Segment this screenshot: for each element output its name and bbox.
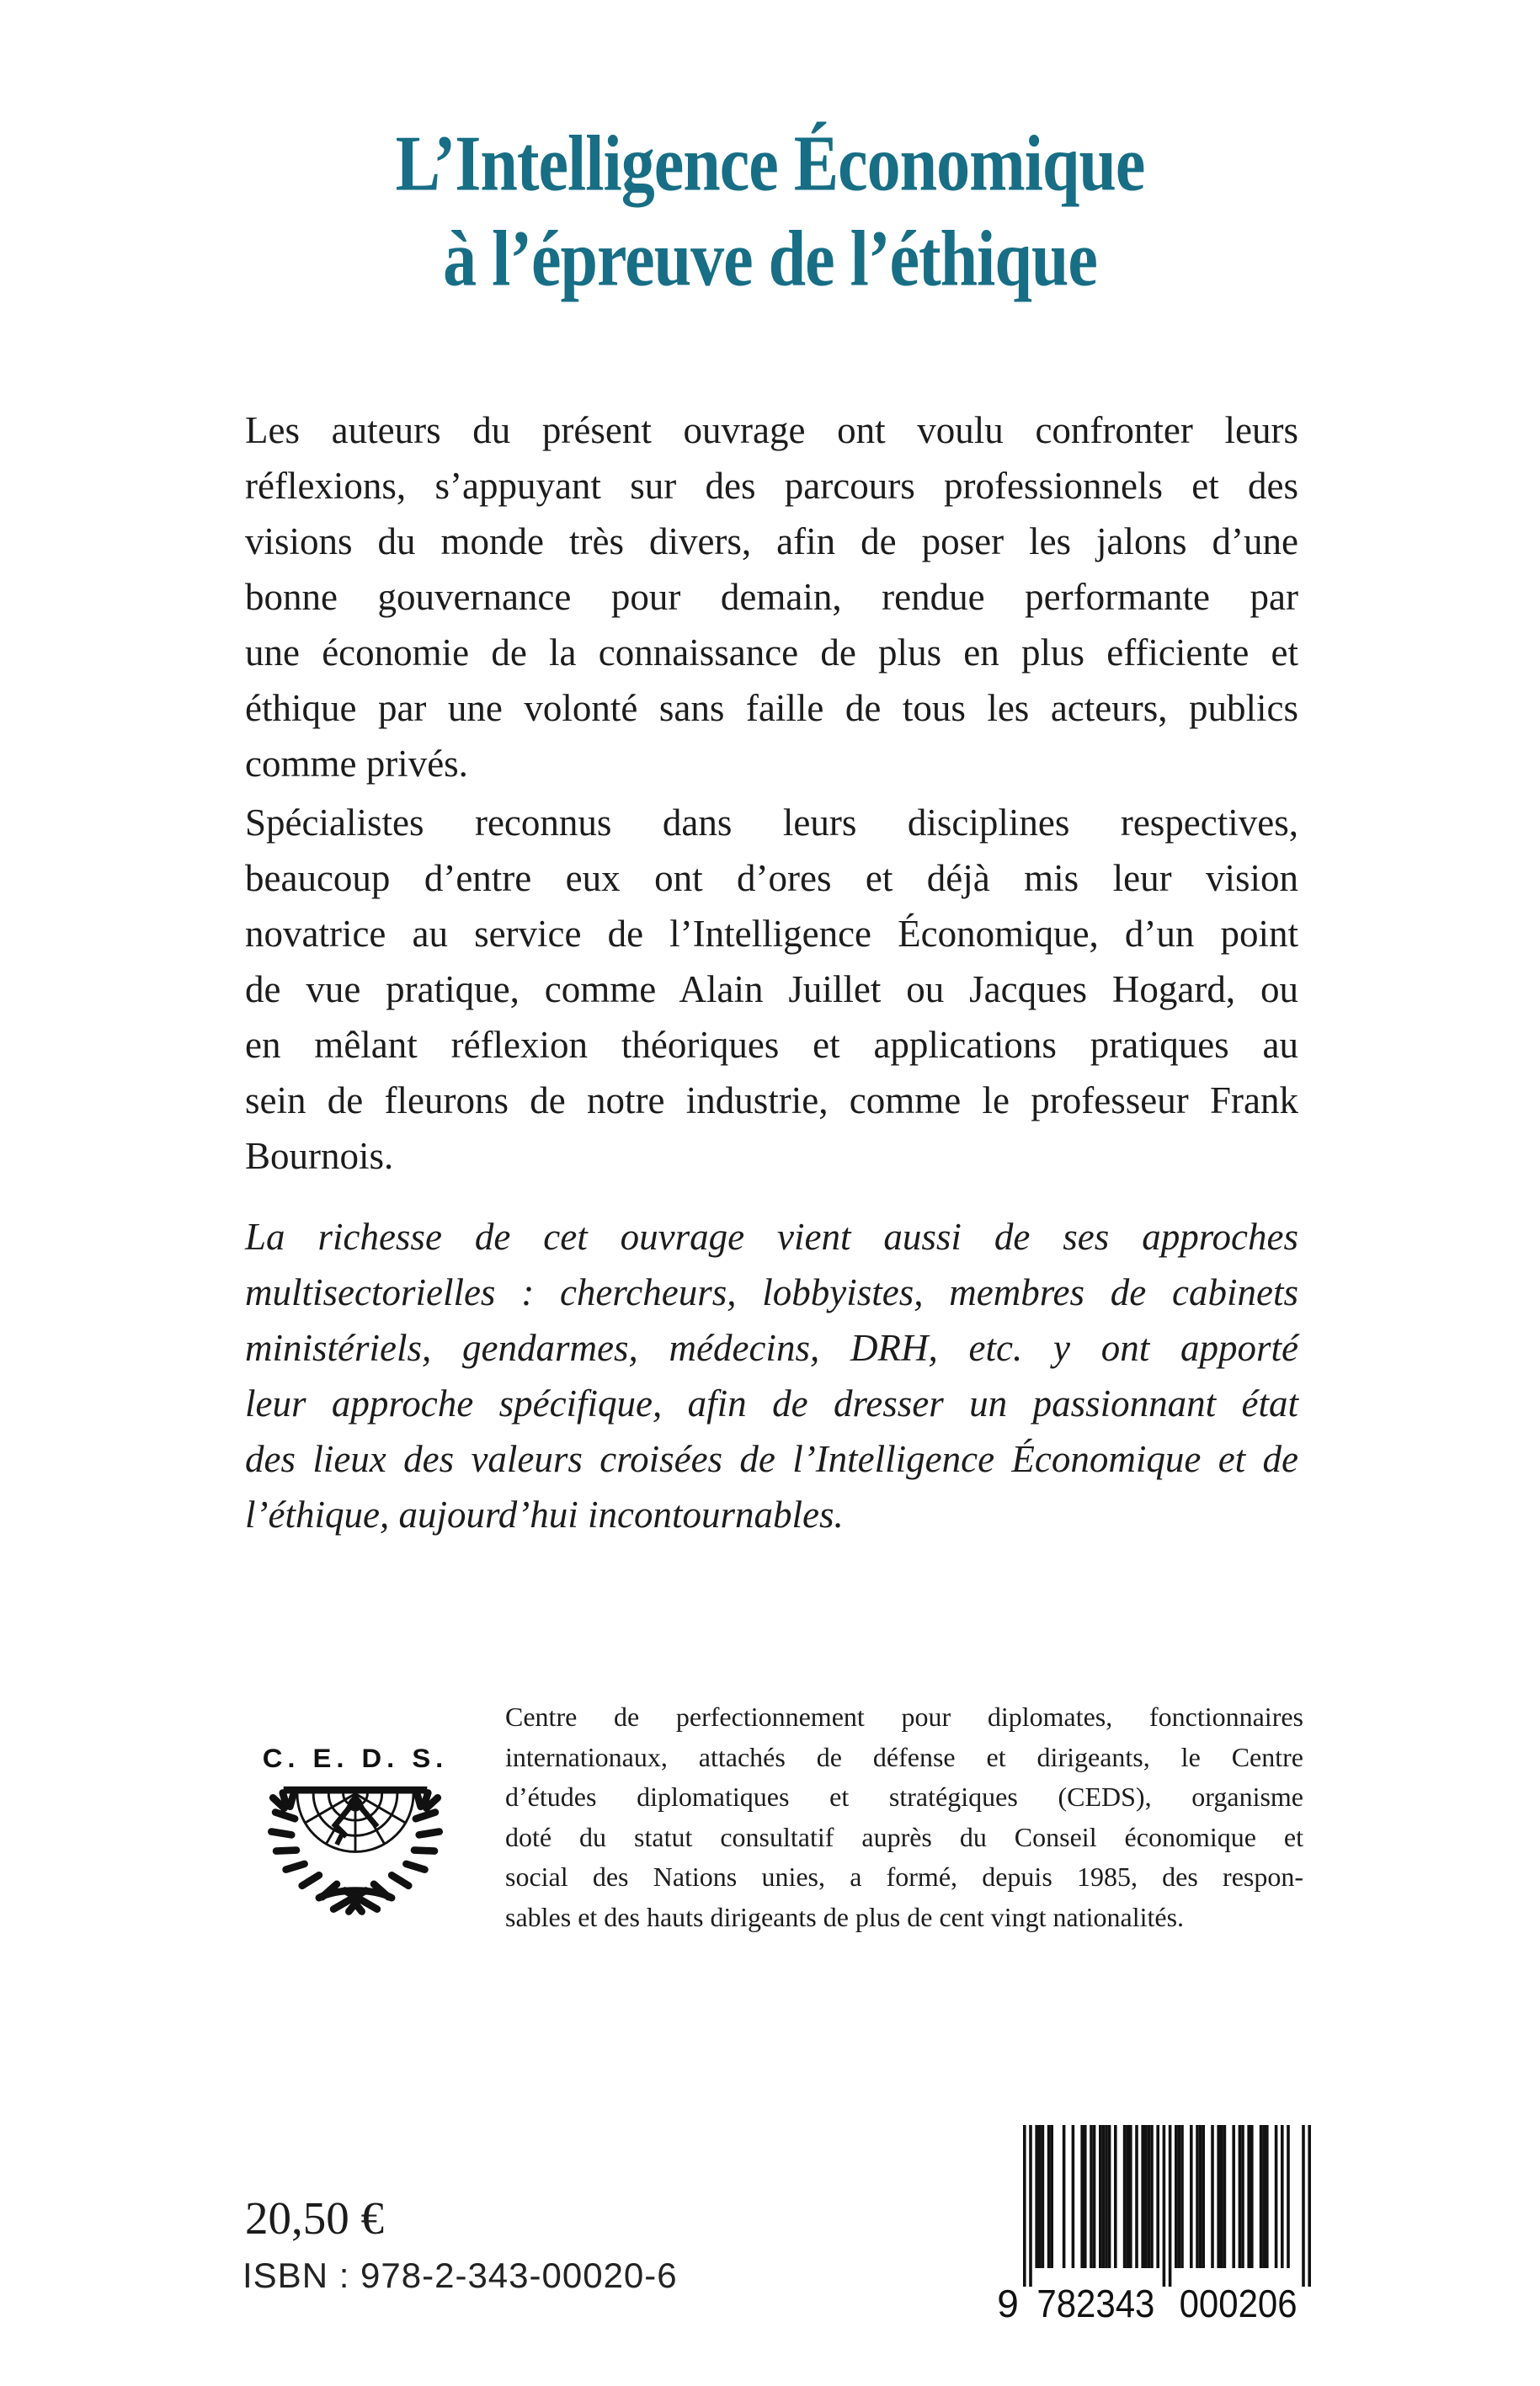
text-line: multisectorielles : chercheurs, lobbyistes, membres de cabinets	[245, 1271, 1298, 1313]
text-line: L’Intelligence Économique	[395, 120, 1145, 208]
text-line: Les auteurs du présent ouvrage ont voulu confronter leurs	[245, 409, 1298, 451]
text-line: beaucoup d’entre eux ont d’ores et déjà mis leur vision	[245, 857, 1298, 899]
text-line: de vue pratique, comme Alain Juillet ou Jacques Hogard, ou	[245, 968, 1298, 1010]
paragraph-richesse-italic	[245, 1209, 1298, 1542]
text-line: novatrice au service de l’Intelligence Économique, d’un point	[245, 913, 1298, 955]
text-line: doté du statut consultatif auprès du Conseil économique et	[505, 1821, 1303, 1852]
text-line: Bournois.	[245, 1135, 394, 1177]
text-line: sables et des hauts dirigeants de plus de cent vingt nationalités.	[505, 1901, 1185, 1932]
text-line: leur approche spécifique, afin de dresser un passionnant état	[245, 1382, 1298, 1425]
text-line: à l’épreuve de l’éthique	[443, 216, 1097, 303]
text-line: internationaux, attachés de défense et dirigeants, le Centre	[505, 1741, 1303, 1772]
barcode-digits: 000206	[1179, 2282, 1298, 2324]
text-line: Centre de perfectionnement pour diplomates, fonctionnaires	[505, 1702, 1303, 1732]
book-title	[0, 116, 1540, 307]
barcode-digits: 782343	[1036, 2282, 1155, 2324]
text-line: des lieux des valeurs croisées de l’Intelligence Économique et de	[245, 1438, 1298, 1480]
text-line: éthique par une volonté sans faille de tous les acteurs, publics	[245, 687, 1298, 729]
text-line: ministériels, gendarmes, médecins, DRH, etc. y ont apporté	[245, 1327, 1298, 1369]
text-line: sein de fleurons de notre industrie, comme le professeur Frank	[245, 1079, 1298, 1121]
price: 20,50 €	[245, 2192, 384, 2244]
paragraph-specialists	[245, 795, 1298, 1184]
text-line: social des Nations unies, a formé, depuis 1985, des respon-	[505, 1861, 1303, 1892]
text-line: Spécialistes reconnus dans leurs disciplines respectives,	[245, 802, 1298, 844]
paragraph-authors	[245, 402, 1298, 791]
isbn: ISBN : 978-2-343-00020-6	[242, 2256, 678, 2295]
text-line: visions du monde très divers, afin de poser les jalons d’une	[245, 520, 1298, 562]
text-line: réflexions, s’appuyant sur des parcours professionnels et des	[245, 465, 1298, 507]
globe-icon	[284, 1787, 428, 1852]
text-line: d’études diplomatiques et stratégiques (CEDS), organisme	[505, 1782, 1303, 1812]
text-line: La richesse de cet ouvrage vient aussi de ses approches	[245, 1216, 1298, 1258]
publisher-description	[505, 1697, 1303, 1937]
ean13-barcode	[996, 2125, 1316, 2324]
text-line: comme privés.	[245, 743, 468, 785]
ribbon	[319, 1891, 392, 1912]
text-line: bonne gouvernance pour demain, rendue performante par	[245, 576, 1298, 618]
text-line: l’éthique, aujourd’hui incontournables.	[245, 1494, 844, 1536]
ceds-logo-text: C. E. D. S.	[262, 1742, 449, 1773]
barcode-digits: 9	[997, 2282, 1019, 2324]
text-line: en mêlant réflexion théoriques et applications pratiques au	[245, 1024, 1298, 1066]
ceds-logo	[238, 1728, 472, 1918]
text-line: une économie de la connaissance de plus en plus efficiente et	[245, 631, 1298, 674]
